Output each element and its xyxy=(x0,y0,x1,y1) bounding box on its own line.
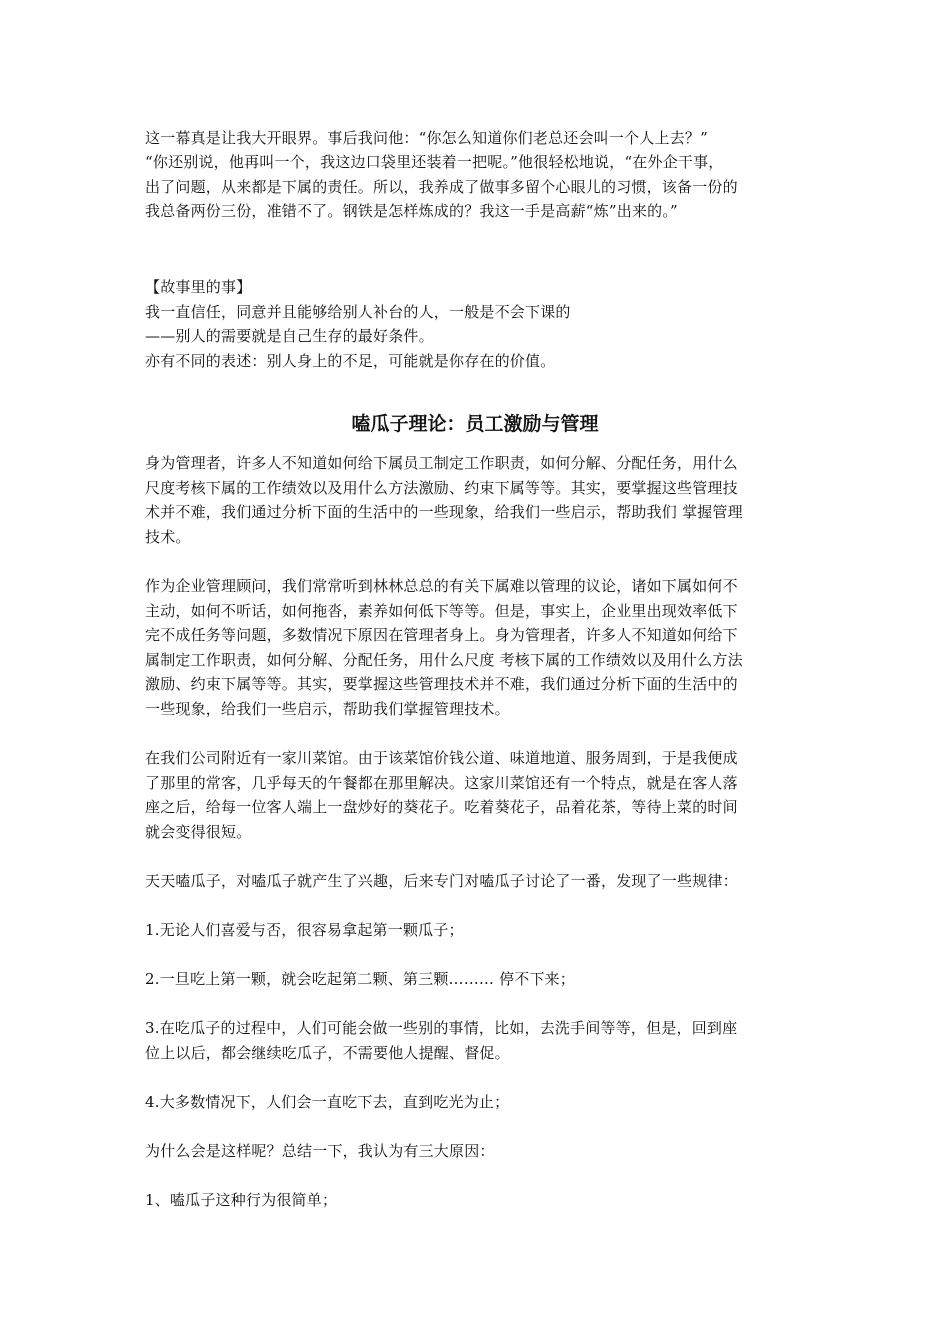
list-item-2: 2.一旦吃上第一颗，就会吃起第二颗、第三颗……… 停不下来； xyxy=(145,970,576,988)
paragraph-reasons: 为什么会是这样呢？总结一下，我认为有三大原因： xyxy=(145,1142,495,1160)
paragraph-intro: 身为管理者，许多人不知道如何给下属员工制定工作职责，如何分解、分配任务，用什么 尺度考核下属的工作绩效以及用什么方法激励、约束下属等等。其实，要掌握这些管理技 术并不难，我们通过分析下面的生活中的一些现象，给我们一些启示，帮助我们 掌握管理 技术。 xyxy=(145,454,743,546)
paragraph-consultant: 作为企业管理顾问，我们常常听到林林总总的有关下属难以管理的议论，诸如下属如何不 主动，如何不听话，如何拖沓，素养如何低下等等。但是，事实上，企业里出现效率低下 完不成任务等问题，多数情况下原因在管理者身上。身为管理者，许多人不知道如何给下 属制定工作职责，如何分解、分配任务，用什么尺度 考核下属的工作绩效以及用什么方法 激励、约束下属等等。其实，要掌握这些管理技术并不难，我们通过分析下面的生活中的 一些现象，给我们一些启示，帮助我们掌握管理技术。 xyxy=(145,577,743,718)
reason-item-1: 1、嗑瓜子这种行为很简单； xyxy=(145,1191,338,1209)
paragraph-restaurant: 在我们公司附近有一家川菜馆。由于该菜馆价钱公道、味道地道、服务周到，于是我便成 了那里的常客，几乎每天的午餐都在那里解决。这家川菜馆还有一个特点，就是在客人落 座之后，给每一位客人端上一盘炒好的葵花子。吃着葵花子，品着花茶，等待上菜的时间 就会变得很短。 xyxy=(145,749,738,841)
paragraph-answer: “你还别说，他再叫一个，我这边口袋里还装着一把呢。”他很轻松地说，“在外企干事， 出了问题，从来都是下属的责任。所以，我养成了做事多留个心眼儿的习惯，该备一份的 我总备两份三份，准错不了。钢铁是怎样炼成的？我这一手是高薪“炼”出来的。” xyxy=(145,153,738,220)
paragraph-question: 这一幕真是让我大开眼界。事后我问他：“你怎么知道你们老总还会叫一个人上去？” xyxy=(145,129,708,147)
list-item-3: 3.在吃瓜子的过程中，人们可能会做一些别的事情，比如，去洗手间等等，但是，回到座 位上以后，都会继续吃瓜子，不需要他人提醒、督促。 xyxy=(145,1019,738,1062)
list-item-1: 1.无论人们喜爱与否，很容易拿起第一颗瓜子； xyxy=(145,921,464,939)
paragraph-observation: 天天嗑瓜子，对嗑瓜子就产生了兴趣，后来专门对嗑瓜子讨论了一番，发现了一些规律： xyxy=(145,872,738,890)
paragraph-story-lesson: 【故事里的事】 我一直信任，同意并且能够给别人补台的人，一般是不会下课的 ——别人的需要就是自己生存的最好条件。 亦有不同的表述：别人身上的不足，可能就是你存在的价值。 xyxy=(145,278,571,370)
section-title: 嗑瓜子理论：员工激励与管理 xyxy=(351,413,599,435)
list-item-4: 4.大多数情况下，人们会一直吃下去，直到吃光为止； xyxy=(145,1093,510,1111)
